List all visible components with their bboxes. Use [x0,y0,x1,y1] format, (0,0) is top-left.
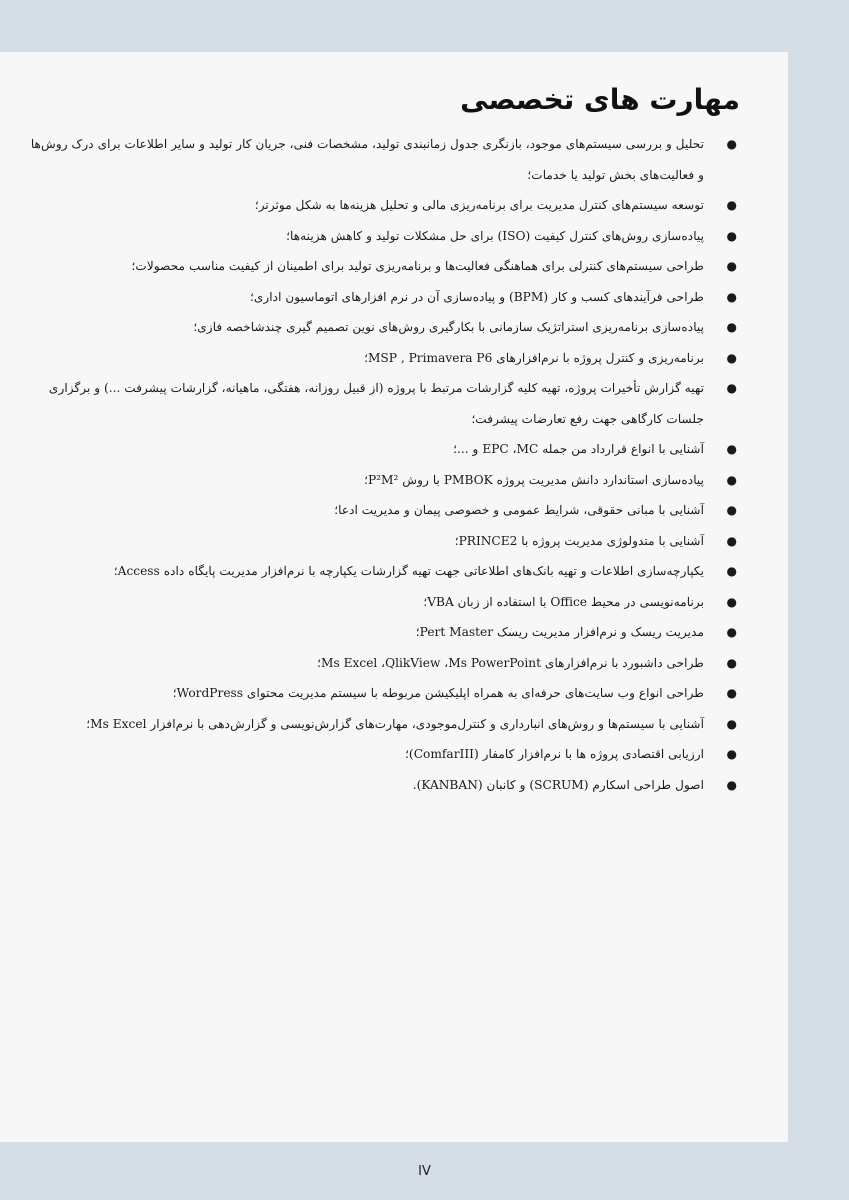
list-item [28,465,740,496]
list-item [28,282,740,313]
list-item [28,556,740,587]
bullet-icon: ● [726,503,737,518]
list-item [28,709,740,740]
list-item [28,770,740,801]
bullet-icon: ● [726,259,737,274]
bullet-icon: ● [726,777,737,792]
bullet-icon: ● [726,716,737,731]
bullet-icon: ● [726,686,737,701]
bullet-icon: ● [726,564,737,579]
list-item-text: مدیریت ریسک و نرم‌افزار مدیریت ریسک Pert Master؛ [415,625,704,640]
list-item [28,678,740,709]
list-item-text: پیاده‌سازی برنامه‌ریزی استراتژیک سازمانی با بکارگیری روش‌های نوین تصمیم گیری چندشاخصه فازی؛ [193,320,704,335]
list-item-text: ارزیابی اقتصادی پروژه ها با نرم‌افزار کامفار (ComfarIII)؛ [405,747,704,762]
list-item [28,434,740,465]
list-item-text: پیاده‌سازی روش‌های کنترل کیفیت (ISO) برای حل مشکلات تولید و کاهش هزینه‌ها؛ [286,228,704,243]
bullet-icon: ● [726,137,737,152]
list-item [28,373,740,434]
list-item-text: طراحی انواع وب سایت‌های حرفه‌ای به همراه اپلیکیشن مربوطه با سیستم مدیریت محتوای WordPress؛ [172,686,704,701]
list-item-text: آشنایی با سیستم‌ها و روش‌های انبارداری و کنترل‌موجودی، مهارت‌های گزارش‌نویسی و گزارش‌دهی با نرم‌افزار Ms Excel؛ [86,716,704,731]
bullet-icon: ● [726,533,737,548]
list-item-text: برنامه‌ریزی و کنترل پروژه با نرم‌افزارهای MSP , Primavera P6؛ [364,350,704,365]
list-item-text: پیاده‌سازی استاندارد دانش مدیریت پروژه PMBOK با روش P²M²؛ [364,472,704,487]
bullet-icon: ● [726,625,737,640]
list-item-text: آشنایی با انواع قرارداد من جمله EPC ،MC و ...؛ [453,442,704,457]
list-item [28,190,740,221]
bullet-icon: ● [726,594,737,609]
document-page [0,52,788,1142]
list-item [28,221,740,252]
list-item [28,343,740,374]
list-item [28,495,740,526]
bullet-icon: ● [726,442,737,457]
skills-list [28,129,740,800]
page-number: IV [418,1164,431,1179]
bullet-icon: ● [726,350,737,365]
bullet-icon: ● [726,472,737,487]
list-item-text: تحلیل و بررسی سیستم‌های موجود، بازنگری جدول زمانبندی تولید، مشخصات فنی، جریان کار تولید و سایر اطلاعات برای درک روش‌ها و فعالیت‌های بخش تولید یا خدمات؛ [30,137,704,182]
list-item [28,617,740,648]
list-item-text: اصول طراحی اسکارم (SCRUM) و کانبان (KANBAN). [412,777,704,792]
bullet-icon: ● [726,655,737,670]
bullet-icon: ● [726,747,737,762]
list-item-text: تهیه گزارش تأخیرات پروژه، تهیه کلیه گزارشات مرتبط با پروژه (از قبیل روزانه، هفتگی، ماهیانه، گزارشات پیشرفت ...) و برگزاری جلسات کارگاهی جهت رفع تعارضات پیشرفت؛ [48,381,704,426]
bullet-icon: ● [726,289,737,304]
bullet-icon: ● [726,228,737,243]
list-item [28,587,740,618]
list-item-text: آشنایی با متدولوژی مدیریت پروژه با PRINCE2؛ [454,533,704,548]
bullet-icon: ● [726,320,737,335]
list-item-text: طراحی فرآیندهای کسب و کار (BPM) و پیاده‌سازی آن در نرم افزارهای اتوماسیون اداری؛ [249,289,704,304]
list-item [28,312,740,343]
bullet-icon: ● [726,381,737,396]
list-item-text: آشنایی با مبانی حقوقی، شرایط عمومی و خصوصی پیمان و مدیریت ادعا؛ [334,503,704,518]
bullet-icon: ● [726,198,737,213]
list-item-text: طراحی داشبورد با نرم‌افزارهای Ms Excel ،QlikView ،Ms PowerPoint؛ [317,655,704,670]
list-item-text: یکپارچه‌سازی اطلاعات و تهیه بانک‌های اطلاعاتی جهت تهیه گزارشات یکپارچه با نرم‌افزار مدیریت پایگاه داده Access؛ [113,564,704,579]
list-item-text: توسعه سیستم‌های کنترل مدیریت برای برنامه‌ریزی مالی و تحلیل هزینه‌ها به شکل موثرتر؛ [254,198,704,213]
list-item-text: برنامه‌نویسی در محیط Office با استفاده از زبان VBA؛ [423,594,704,609]
list-item [28,739,740,770]
list-item [28,526,740,557]
list-item [28,129,740,190]
list-item-text: طراحی سیستم‌های کنترلی برای هماهنگی فعالیت‌ها و برنامه‌ریزی تولید برای اطمینان از کیفیت مناسب محصولات؛ [131,259,704,274]
list-item [28,251,740,282]
page-title: مهارت های تخصصی [460,83,740,116]
list-item [28,648,740,679]
